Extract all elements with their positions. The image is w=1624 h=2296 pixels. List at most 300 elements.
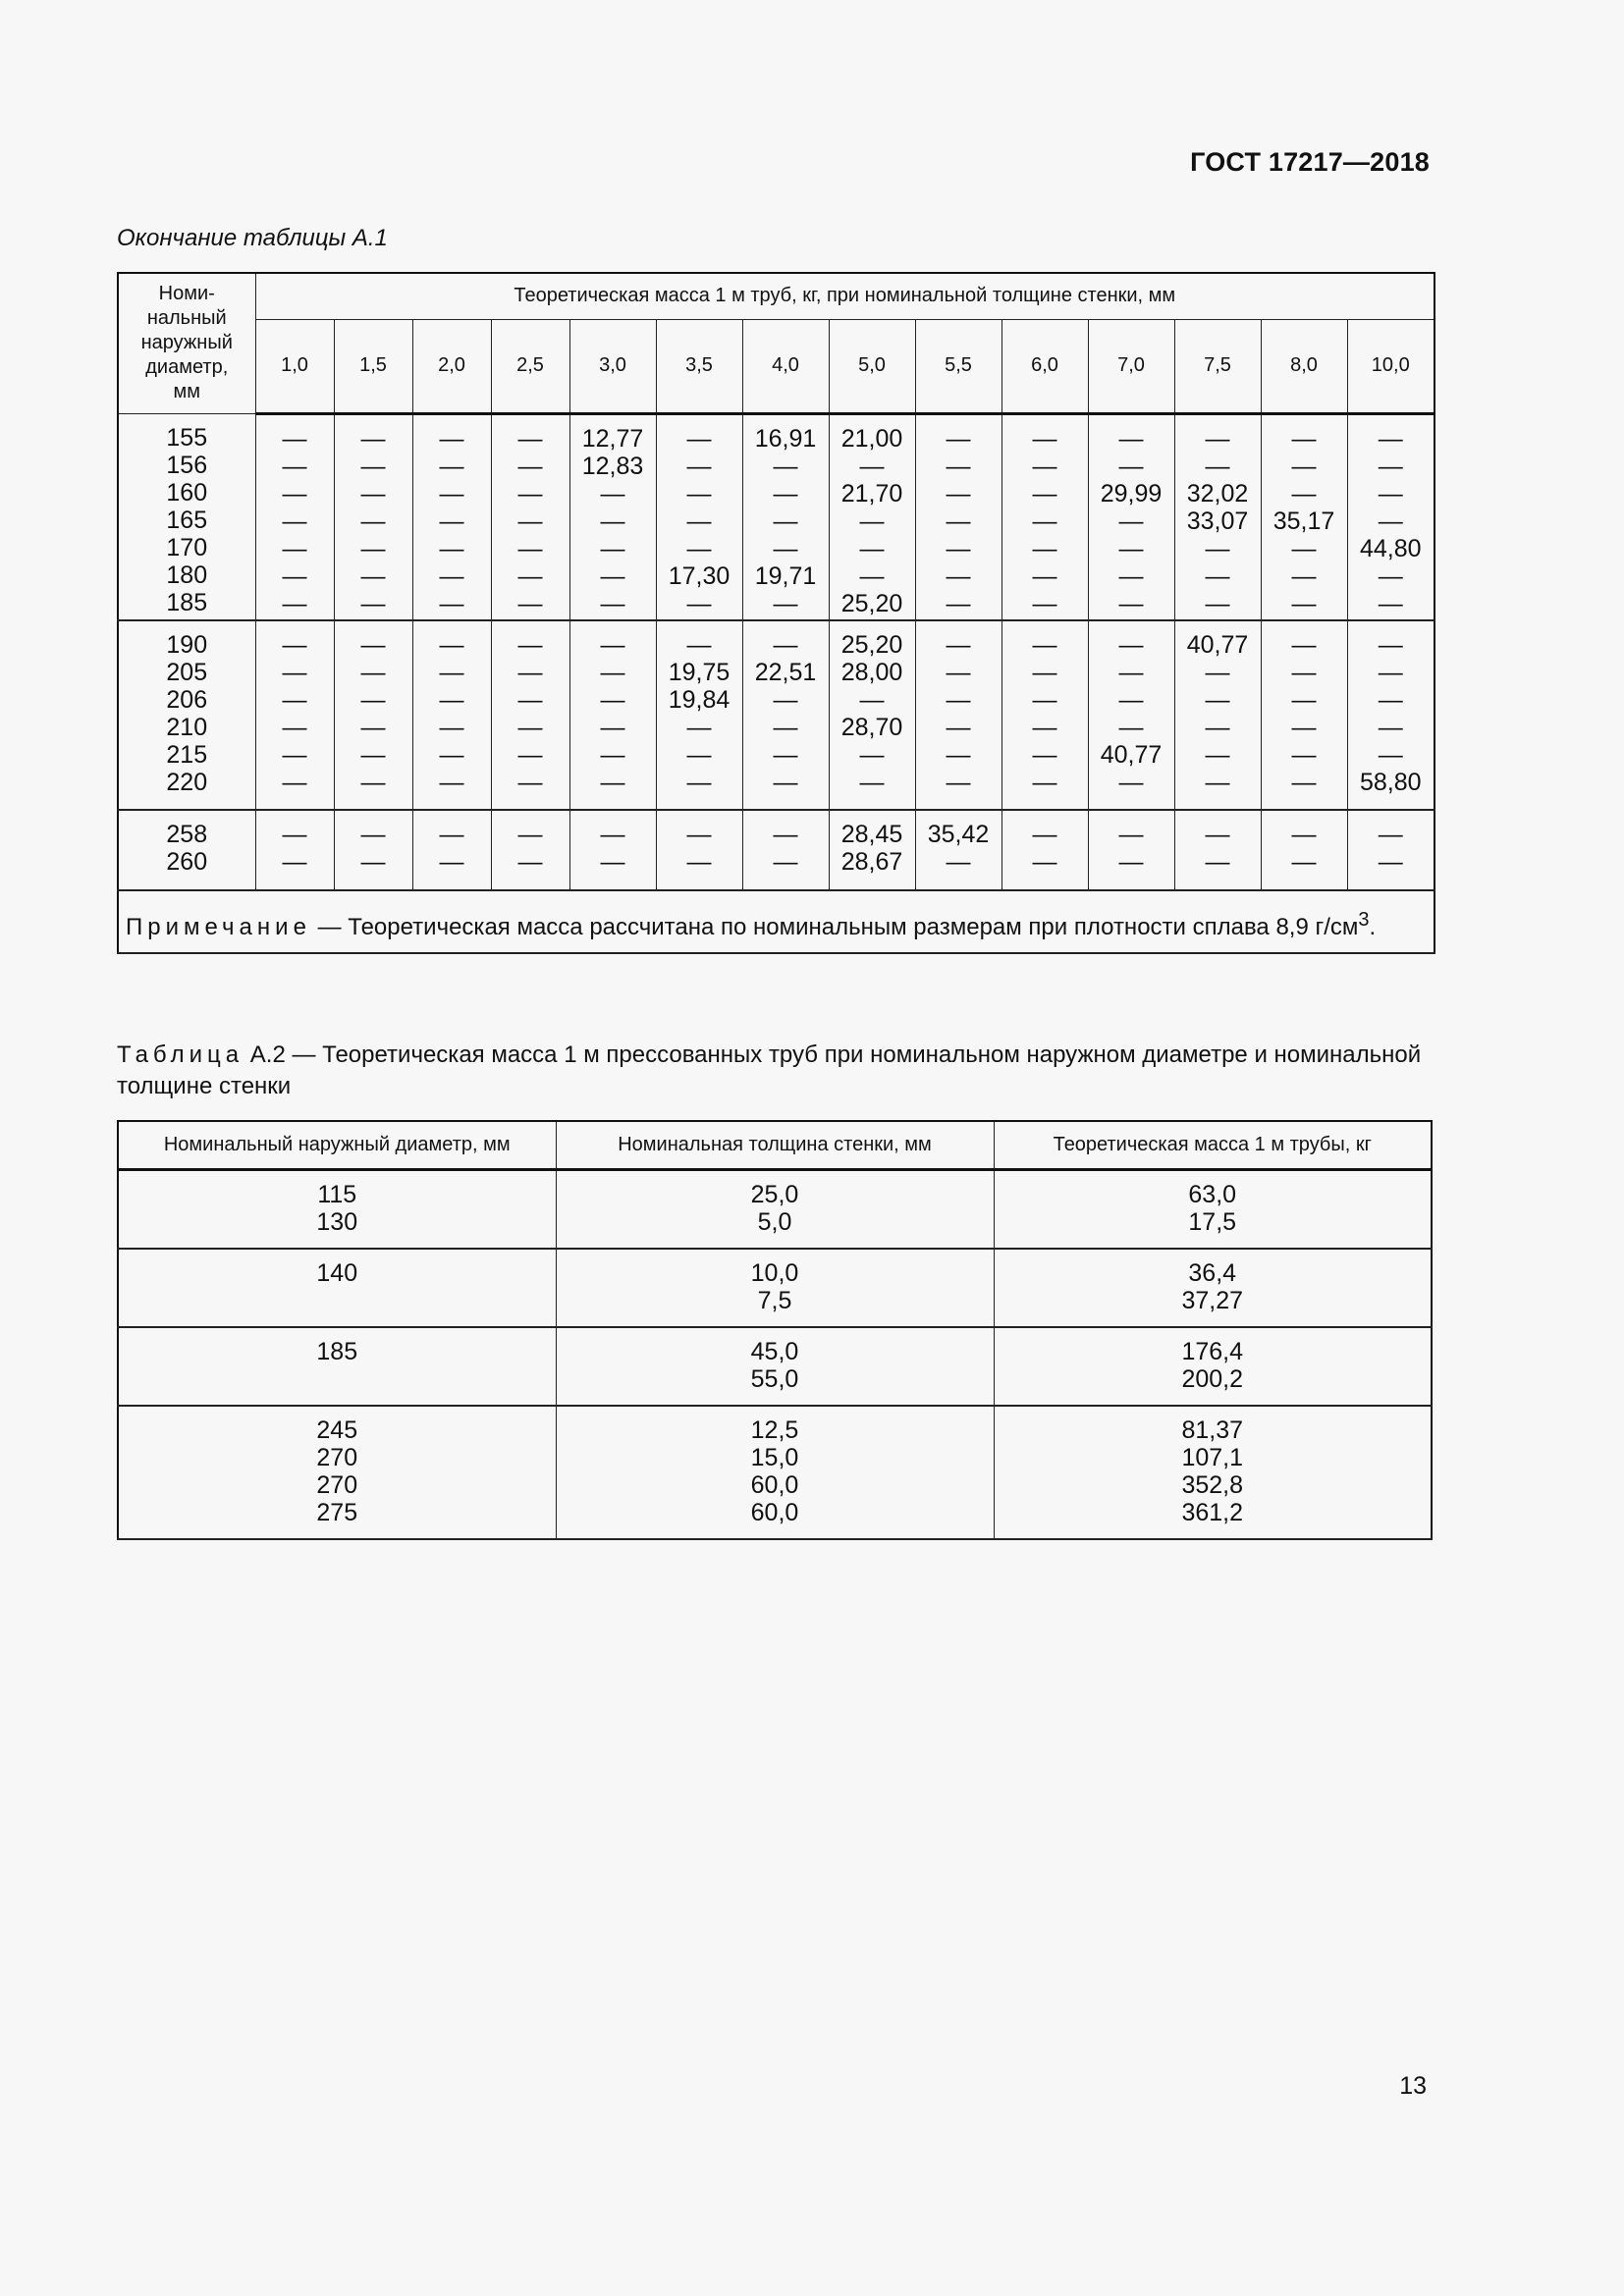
mass-value: — xyxy=(600,713,625,741)
mass-value: — xyxy=(686,740,712,769)
mass-value: — xyxy=(1291,713,1317,741)
mass-value: 21,70 xyxy=(840,479,903,507)
mass-value: — xyxy=(1205,424,1230,453)
mass-cell xyxy=(829,810,915,890)
mass-value: — xyxy=(360,630,386,659)
table2-caption-label: Таблица xyxy=(117,1041,244,1068)
mass-cell xyxy=(1088,620,1174,810)
mass-value: — xyxy=(1378,847,1403,876)
diameter-header-line: нальный xyxy=(146,307,227,330)
mass-value: 352,8 xyxy=(1181,1471,1244,1499)
table-a2 xyxy=(117,1120,1433,1540)
mass-cell xyxy=(742,810,829,890)
diameter-value: 275 xyxy=(316,1499,358,1526)
thickness-header-row xyxy=(118,319,1435,413)
mass-cell xyxy=(491,810,569,890)
mass-value: 28,67 xyxy=(840,847,903,876)
mass-value: 40,77 xyxy=(1186,630,1249,659)
mass-value: — xyxy=(1118,658,1144,686)
t2-header-diameter: Номинальный наружный диаметр, мм xyxy=(118,1121,556,1170)
thickness-value: 45,0 xyxy=(750,1338,799,1365)
mass-value: — xyxy=(1118,713,1144,741)
mass-value: — xyxy=(282,685,307,714)
mass-cell xyxy=(742,620,829,810)
mass-value: — xyxy=(946,534,971,562)
mass-value: — xyxy=(282,768,307,796)
mass-value: — xyxy=(859,534,885,562)
mass-value: — xyxy=(946,630,971,659)
mass-value: — xyxy=(360,424,386,453)
mass-value: — xyxy=(1291,452,1317,480)
thickness-header: 2,0 xyxy=(412,319,491,413)
mass-value: — xyxy=(517,685,543,714)
thickness-cell xyxy=(556,1406,994,1539)
mass-value: — xyxy=(1291,589,1317,617)
mass-cell xyxy=(491,620,569,810)
mass-value: — xyxy=(282,740,307,769)
mass-value: — xyxy=(686,847,712,876)
mass-value: — xyxy=(600,740,625,769)
mass-value: — xyxy=(600,820,625,848)
thickness-value: 7,5 xyxy=(757,1287,792,1314)
mass-value: 25,20 xyxy=(840,630,903,659)
mass-value: — xyxy=(1378,630,1403,659)
mass-value: — xyxy=(1118,424,1144,453)
mass-value: — xyxy=(517,740,543,769)
mass-value: 28,00 xyxy=(840,658,903,686)
mass-cell xyxy=(829,413,915,620)
mass-value: — xyxy=(773,452,798,480)
mass-cell xyxy=(994,1170,1432,1250)
mass-value: — xyxy=(1378,561,1403,590)
thickness-header: 5,0 xyxy=(829,319,915,413)
diameter-header-line: наружный xyxy=(140,332,233,354)
mass-value: — xyxy=(1291,685,1317,714)
mass-value: — xyxy=(360,589,386,617)
mass-value: — xyxy=(1378,479,1403,507)
mass-value: — xyxy=(360,534,386,562)
mass-value: — xyxy=(946,713,971,741)
mass-value: — xyxy=(773,479,798,507)
mass-value: — xyxy=(1032,713,1057,741)
mass-value: — xyxy=(859,740,885,769)
mass-value: 44,80 xyxy=(1359,534,1422,562)
mass-value: — xyxy=(773,740,798,769)
mass-value: — xyxy=(946,768,971,796)
mass-value: — xyxy=(1032,768,1057,796)
mass-value: — xyxy=(1205,740,1230,769)
mass-cell xyxy=(255,413,334,620)
mass-cell xyxy=(569,620,656,810)
table2-caption xyxy=(117,1040,1431,1102)
mass-cell xyxy=(1088,413,1174,620)
mass-value: — xyxy=(439,424,464,453)
diameter-value: 270 xyxy=(316,1471,358,1499)
mass-value: — xyxy=(282,561,307,590)
mass-cell xyxy=(1347,620,1435,810)
mass-value: — xyxy=(439,713,464,741)
thickness-value: 10,0 xyxy=(750,1259,799,1287)
mass-value: — xyxy=(1032,658,1057,686)
mass-value: — xyxy=(282,507,307,535)
mass-value: — xyxy=(773,630,798,659)
mass-value: — xyxy=(1032,534,1057,562)
mass-value: — xyxy=(517,534,543,562)
mass-value: 28,45 xyxy=(840,820,903,848)
mass-value: — xyxy=(946,452,971,480)
diameter-column-header xyxy=(118,273,255,413)
mass-cell xyxy=(829,620,915,810)
mass-value: 19,75 xyxy=(668,658,731,686)
mass-value: 81,37 xyxy=(1181,1416,1244,1444)
mass-value: — xyxy=(859,561,885,590)
mass-value: 19,71 xyxy=(754,561,817,590)
mass-value: — xyxy=(859,685,885,714)
mass-value: — xyxy=(686,630,712,659)
mass-value: — xyxy=(1291,820,1317,848)
mass-value: — xyxy=(1205,534,1230,562)
diameter-value: 180 xyxy=(166,561,208,589)
mass-value: — xyxy=(517,658,543,686)
mass-cell xyxy=(915,620,1001,810)
mass-cell xyxy=(656,413,742,620)
mass-cell xyxy=(334,620,412,810)
thickness-value: 60,0 xyxy=(750,1471,799,1499)
mass-value: — xyxy=(439,685,464,714)
diameter-value: 210 xyxy=(166,713,208,741)
mass-value: — xyxy=(282,589,307,617)
mass-value: 19,84 xyxy=(668,685,731,714)
mass-cell xyxy=(412,413,491,620)
mass-value: — xyxy=(1205,452,1230,480)
diameter-value: 220 xyxy=(166,768,208,796)
diameter-cell xyxy=(118,413,255,620)
mass-value: — xyxy=(1118,452,1144,480)
mass-cell xyxy=(656,810,742,890)
mass-value: — xyxy=(439,847,464,876)
mass-value: — xyxy=(686,768,712,796)
mass-value: — xyxy=(282,820,307,848)
mass-value: — xyxy=(1378,589,1403,617)
thickness-header: 10,0 xyxy=(1347,319,1435,413)
diameter-value: 160 xyxy=(166,478,208,507)
mass-value: — xyxy=(1032,452,1057,480)
mass-cell xyxy=(334,810,412,890)
mass-value: — xyxy=(686,479,712,507)
mass-value: 107,1 xyxy=(1181,1444,1244,1471)
mass-value: — xyxy=(1032,589,1057,617)
table2-caption-text: А.2 — Теоретическая масса 1 м прессованных труб при номинальном наружном диаметре и номинальной толщине стенки xyxy=(117,1041,1422,1099)
mass-value: — xyxy=(600,534,625,562)
mass-value: — xyxy=(600,561,625,590)
mass-cell xyxy=(994,1249,1432,1327)
mass-value: — xyxy=(1118,685,1144,714)
mass-value: 22,51 xyxy=(754,658,817,686)
mass-value: — xyxy=(360,658,386,686)
mass-value: — xyxy=(1118,534,1144,562)
mass-value: — xyxy=(360,507,386,535)
mass-value: — xyxy=(517,630,543,659)
diameter-value: 205 xyxy=(166,658,208,686)
mass-value: 33,07 xyxy=(1186,507,1249,535)
mass-cell xyxy=(1261,413,1347,620)
diameter-cell xyxy=(118,1406,556,1539)
mass-value: 21,00 xyxy=(840,424,903,453)
mass-value: — xyxy=(439,479,464,507)
mass-value: — xyxy=(1291,768,1317,796)
table1-note xyxy=(118,890,1435,953)
mass-cell xyxy=(1261,810,1347,890)
mass-value: 12,77 xyxy=(581,424,644,453)
mass-value: — xyxy=(1205,561,1230,590)
diameter-value: 245 xyxy=(316,1416,358,1444)
mass-value: — xyxy=(1118,847,1144,876)
mass-cell xyxy=(491,413,569,620)
mass-value: — xyxy=(1032,847,1057,876)
mass-value: — xyxy=(1291,534,1317,562)
thickness-header: 7,5 xyxy=(1174,319,1261,413)
mass-value: — xyxy=(282,658,307,686)
mass-value: 35,17 xyxy=(1272,507,1335,535)
mass-cell xyxy=(1001,620,1088,810)
mass-value: — xyxy=(1205,768,1230,796)
mass-value: — xyxy=(686,534,712,562)
mass-value: — xyxy=(946,740,971,769)
diameter-value: 270 xyxy=(316,1444,358,1471)
t2-header-thickness: Номинальная толщина стенки, мм xyxy=(556,1121,994,1170)
thickness-value: 60,0 xyxy=(750,1499,799,1526)
mass-value: — xyxy=(1378,658,1403,686)
mass-value: — xyxy=(946,479,971,507)
mass-value: — xyxy=(282,479,307,507)
mass-value: 32,02 xyxy=(1186,479,1249,507)
note-end: . xyxy=(1369,913,1377,940)
mass-value: — xyxy=(1378,452,1403,480)
mass-value: — xyxy=(360,768,386,796)
thickness-header: 1,5 xyxy=(334,319,412,413)
diameter-value: 185 xyxy=(166,588,208,616)
mass-cell xyxy=(334,413,412,620)
mass-value: — xyxy=(773,534,798,562)
diameter-value: 258 xyxy=(166,820,208,848)
mass-value: 176,4 xyxy=(1181,1338,1244,1365)
mass-value: — xyxy=(773,847,798,876)
mass-value: — xyxy=(1118,630,1144,659)
diameter-value: 170 xyxy=(166,533,208,561)
diameter-header-line: мм xyxy=(173,381,200,403)
thickness-header: 2,5 xyxy=(491,319,569,413)
mass-value: — xyxy=(1378,507,1403,535)
thickness-header: 7,0 xyxy=(1088,319,1174,413)
mass-value: — xyxy=(360,452,386,480)
mass-value: — xyxy=(1205,713,1230,741)
mass-value: — xyxy=(686,424,712,453)
mass-value: — xyxy=(439,630,464,659)
mass-cell xyxy=(569,413,656,620)
mass-value: — xyxy=(1291,658,1317,686)
mass-value: — xyxy=(859,507,885,535)
mass-value: — xyxy=(517,424,543,453)
mass-cell xyxy=(1174,620,1261,810)
mass-value: — xyxy=(686,452,712,480)
mass-value: — xyxy=(946,847,971,876)
mass-cell xyxy=(569,810,656,890)
mass-value: 17,5 xyxy=(1188,1208,1237,1236)
mass-value: — xyxy=(517,589,543,617)
mass-value: 36,4 xyxy=(1188,1259,1237,1287)
mass-cell xyxy=(994,1327,1432,1406)
mass-value: — xyxy=(439,589,464,617)
diameter-cell xyxy=(118,810,255,890)
mass-cell xyxy=(742,413,829,620)
mass-cell xyxy=(1347,413,1435,620)
mass-value: — xyxy=(360,479,386,507)
mass-value: — xyxy=(360,847,386,876)
diameter-header-line: Номи- xyxy=(158,283,215,305)
diameter-value: 130 xyxy=(316,1208,358,1236)
mass-value: — xyxy=(1032,630,1057,659)
mass-value: — xyxy=(686,820,712,848)
mass-value: — xyxy=(773,713,798,741)
mass-value: — xyxy=(282,534,307,562)
mass-cell xyxy=(412,620,491,810)
mass-value: — xyxy=(1118,589,1144,617)
diameter-value: 165 xyxy=(166,506,208,534)
mass-value: 25,20 xyxy=(840,589,903,617)
mass-value: — xyxy=(600,507,625,535)
mass-value: — xyxy=(600,768,625,796)
mass-value: 63,0 xyxy=(1188,1181,1237,1208)
mass-value: — xyxy=(1032,820,1057,848)
mass-value: — xyxy=(773,507,798,535)
diameter-value: 260 xyxy=(166,847,208,876)
mass-value: — xyxy=(1032,507,1057,535)
diameter-value: 185 xyxy=(316,1338,358,1365)
mass-value: — xyxy=(946,507,971,535)
thickness-header: 1,0 xyxy=(255,319,334,413)
mass-value: — xyxy=(1032,685,1057,714)
mass-value: — xyxy=(1205,820,1230,848)
mass-value: — xyxy=(439,561,464,590)
thickness-cell xyxy=(556,1170,994,1250)
table-a1 xyxy=(117,272,1435,954)
mass-value: — xyxy=(282,630,307,659)
mass-value: — xyxy=(1291,630,1317,659)
diameter-value: 140 xyxy=(316,1259,358,1287)
mass-value: — xyxy=(1378,713,1403,741)
mass-value: — xyxy=(439,534,464,562)
mass-value: — xyxy=(439,768,464,796)
mass-value: — xyxy=(360,713,386,741)
table-row xyxy=(118,1406,1432,1539)
table-row xyxy=(118,810,1435,890)
table-row xyxy=(118,620,1435,810)
mass-value: — xyxy=(1118,561,1144,590)
mass-value: — xyxy=(360,820,386,848)
mass-cell xyxy=(1174,810,1261,890)
mass-value: — xyxy=(1291,561,1317,590)
mass-value: — xyxy=(1291,424,1317,453)
mass-cell xyxy=(1174,413,1261,620)
t2-header-mass: Теоретическая масса 1 м трубы, кг xyxy=(994,1121,1432,1170)
table-row xyxy=(118,1249,1432,1327)
page-number: 13 xyxy=(1399,2072,1427,2100)
thickness-header: 3,0 xyxy=(569,319,656,413)
thickness-header: 6,0 xyxy=(1001,319,1088,413)
mass-value: — xyxy=(1205,589,1230,617)
mass-value: — xyxy=(600,630,625,659)
mass-value: — xyxy=(1378,424,1403,453)
mass-value: — xyxy=(686,713,712,741)
diameter-value: 156 xyxy=(166,451,208,479)
mass-value: — xyxy=(946,424,971,453)
mass-value: — xyxy=(282,452,307,480)
mass-value: — xyxy=(600,589,625,617)
table-row xyxy=(118,1170,1432,1250)
mass-value: — xyxy=(439,452,464,480)
mass-value: 16,91 xyxy=(754,424,817,453)
mass-value: — xyxy=(1205,658,1230,686)
mass-value: — xyxy=(439,507,464,535)
mass-value: — xyxy=(517,713,543,741)
mass-value: — xyxy=(282,847,307,876)
mass-value: — xyxy=(686,589,712,617)
table1-caption: Окончание таблицы А.1 xyxy=(117,225,388,251)
diameter-value: 190 xyxy=(166,630,208,659)
mass-cell xyxy=(255,810,334,890)
mass-group-header: Теоретическая масса 1 м труб, кг, при номинальной толщине стенки, мм xyxy=(255,273,1435,319)
mass-value: — xyxy=(946,589,971,617)
mass-value: — xyxy=(517,820,543,848)
mass-value: — xyxy=(1291,479,1317,507)
note-label: Примечание xyxy=(126,913,311,940)
mass-value: — xyxy=(1378,740,1403,769)
mass-value: — xyxy=(517,561,543,590)
mass-value: — xyxy=(773,768,798,796)
mass-value: — xyxy=(517,479,543,507)
diameter-cell xyxy=(118,1249,556,1327)
mass-value: — xyxy=(1118,507,1144,535)
diameter-cell xyxy=(118,1327,556,1406)
diameter-value: 206 xyxy=(166,685,208,714)
thickness-value: 25,0 xyxy=(750,1181,799,1208)
mass-cell xyxy=(1261,620,1347,810)
mass-value: — xyxy=(946,658,971,686)
thickness-header: 3,5 xyxy=(656,319,742,413)
mass-value: — xyxy=(1291,740,1317,769)
mass-value: — xyxy=(946,685,971,714)
mass-cell xyxy=(915,413,1001,620)
standard-code: ГОСТ 17217—2018 xyxy=(1190,147,1430,177)
mass-cell xyxy=(1001,413,1088,620)
mass-value: — xyxy=(1205,847,1230,876)
mass-value: — xyxy=(600,479,625,507)
mass-value: 12,83 xyxy=(581,452,644,480)
mass-value: — xyxy=(517,507,543,535)
mass-value: — xyxy=(1032,740,1057,769)
mass-cell xyxy=(994,1406,1432,1539)
mass-value: — xyxy=(517,452,543,480)
thickness-header: 5,5 xyxy=(915,319,1001,413)
mass-value: 17,30 xyxy=(668,561,731,590)
mass-value: — xyxy=(439,740,464,769)
mass-value: — xyxy=(1118,768,1144,796)
mass-value: — xyxy=(1205,685,1230,714)
mass-value: — xyxy=(600,658,625,686)
mass-value: — xyxy=(517,847,543,876)
note-superscript: 3 xyxy=(1358,908,1370,931)
diameter-cell xyxy=(118,620,255,810)
